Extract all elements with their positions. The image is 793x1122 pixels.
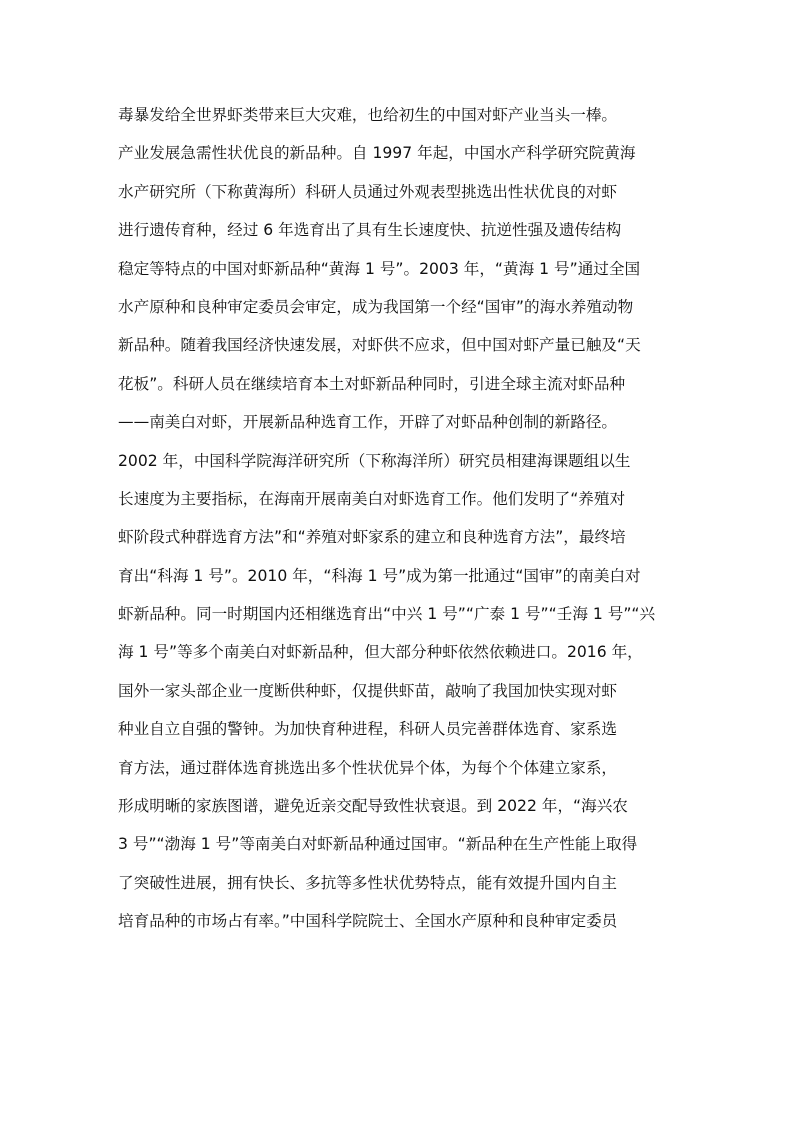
text-line: 长速度为主要指标，在海南开展南美白对虾选育工作。他们发明了“养殖对 — [118, 489, 626, 508]
text-line: 2002 年，中国科学院海洋研究所（下称海洋所）研究员相建海课题组以生 — [118, 451, 631, 470]
text-line: 虾新品种。同一时期国内还相继选育出“中兴 1 号”“广泰 1 号”“壬海 1 号”“兴 — [118, 605, 656, 624]
text-line: ——南美白对虾，开展新品种选育工作，开辟了对虾品种创制的新路径。 — [118, 413, 618, 432]
text-line: 3 号”“渤海 1 号”等南美白对虾新品种通过国审。“新品种在生产性能上取得 — [118, 835, 638, 854]
text-line: 新品种。随着我国经济快速发展，对虾供不应求，但中国对虾产量已触及“天 — [118, 336, 641, 355]
text-line: 海 1 号”等多个南美白对虾新品种，但大部分种虾依然依赖进口。2016 年， — [118, 643, 643, 662]
text-line: 育方法，通过群体选育挑选出多个性状优异个体，为每个个体建立家系， — [118, 758, 618, 777]
text-line: 水产原种和良种审定委员会审定，成为我国第一个经“国审”的海水养殖动物 — [118, 297, 634, 316]
text-line: 种业自立自强的警钟。为加快育种进程，科研人员完善群体选育、家系选 — [118, 720, 618, 739]
text-line: 国外一家头部企业一度断供种虾，仅提供虾苗，敲响了我国加快实现对虾 — [118, 681, 618, 700]
text-line: 了突破性进展，拥有快长、多抗等多性状优势特点，能有效提升国内自主 — [118, 873, 618, 892]
article-body — [118, 96, 678, 941]
text-line: 花板”。科研人员在继续培育本土对虾新品种同时，引进全球主流对虾品种 — [118, 374, 626, 393]
text-line: 毒暴发给全世界虾类带来巨大灾难，也给初生的中国对虾产业当头一棒。 — [118, 106, 618, 124]
text-line: 形成明晰的家族图谱，避免近亲交配导致性状衰退。到 2022 年，“海兴农 — [118, 797, 628, 816]
text-line: 虾阶段式种群选育方法”和“养殖对虾家系的建立和良种选育方法”，最终培 — [118, 528, 626, 547]
text-line: 水产研究所（下称黄海所）科研人员通过外观表型挑选出性状优良的对虾 — [118, 182, 618, 201]
text-line: 育出“科海 1 号”。2010 年，“科海 1 号”成为第一批通过“国审”的南美白对 — [118, 566, 641, 585]
text-line: 培育品种的市场占有率。”中国科学院院士、全国水产原种和良种审定委员 — [118, 912, 618, 931]
text-line: 产业发展急需性状优良的新品种。自 1997 年起，中国水产科学研究院黄海 — [118, 144, 636, 163]
text-line: 稳定等特点的中国对虾新品种“黄海 1 号”。2003 年，“黄海 1 号”通过全国 — [118, 259, 641, 278]
text-line: 进行遗传育种，经过 6 年选育出了具有生长速度快、抗逆性强及遗传结构 — [118, 221, 622, 240]
